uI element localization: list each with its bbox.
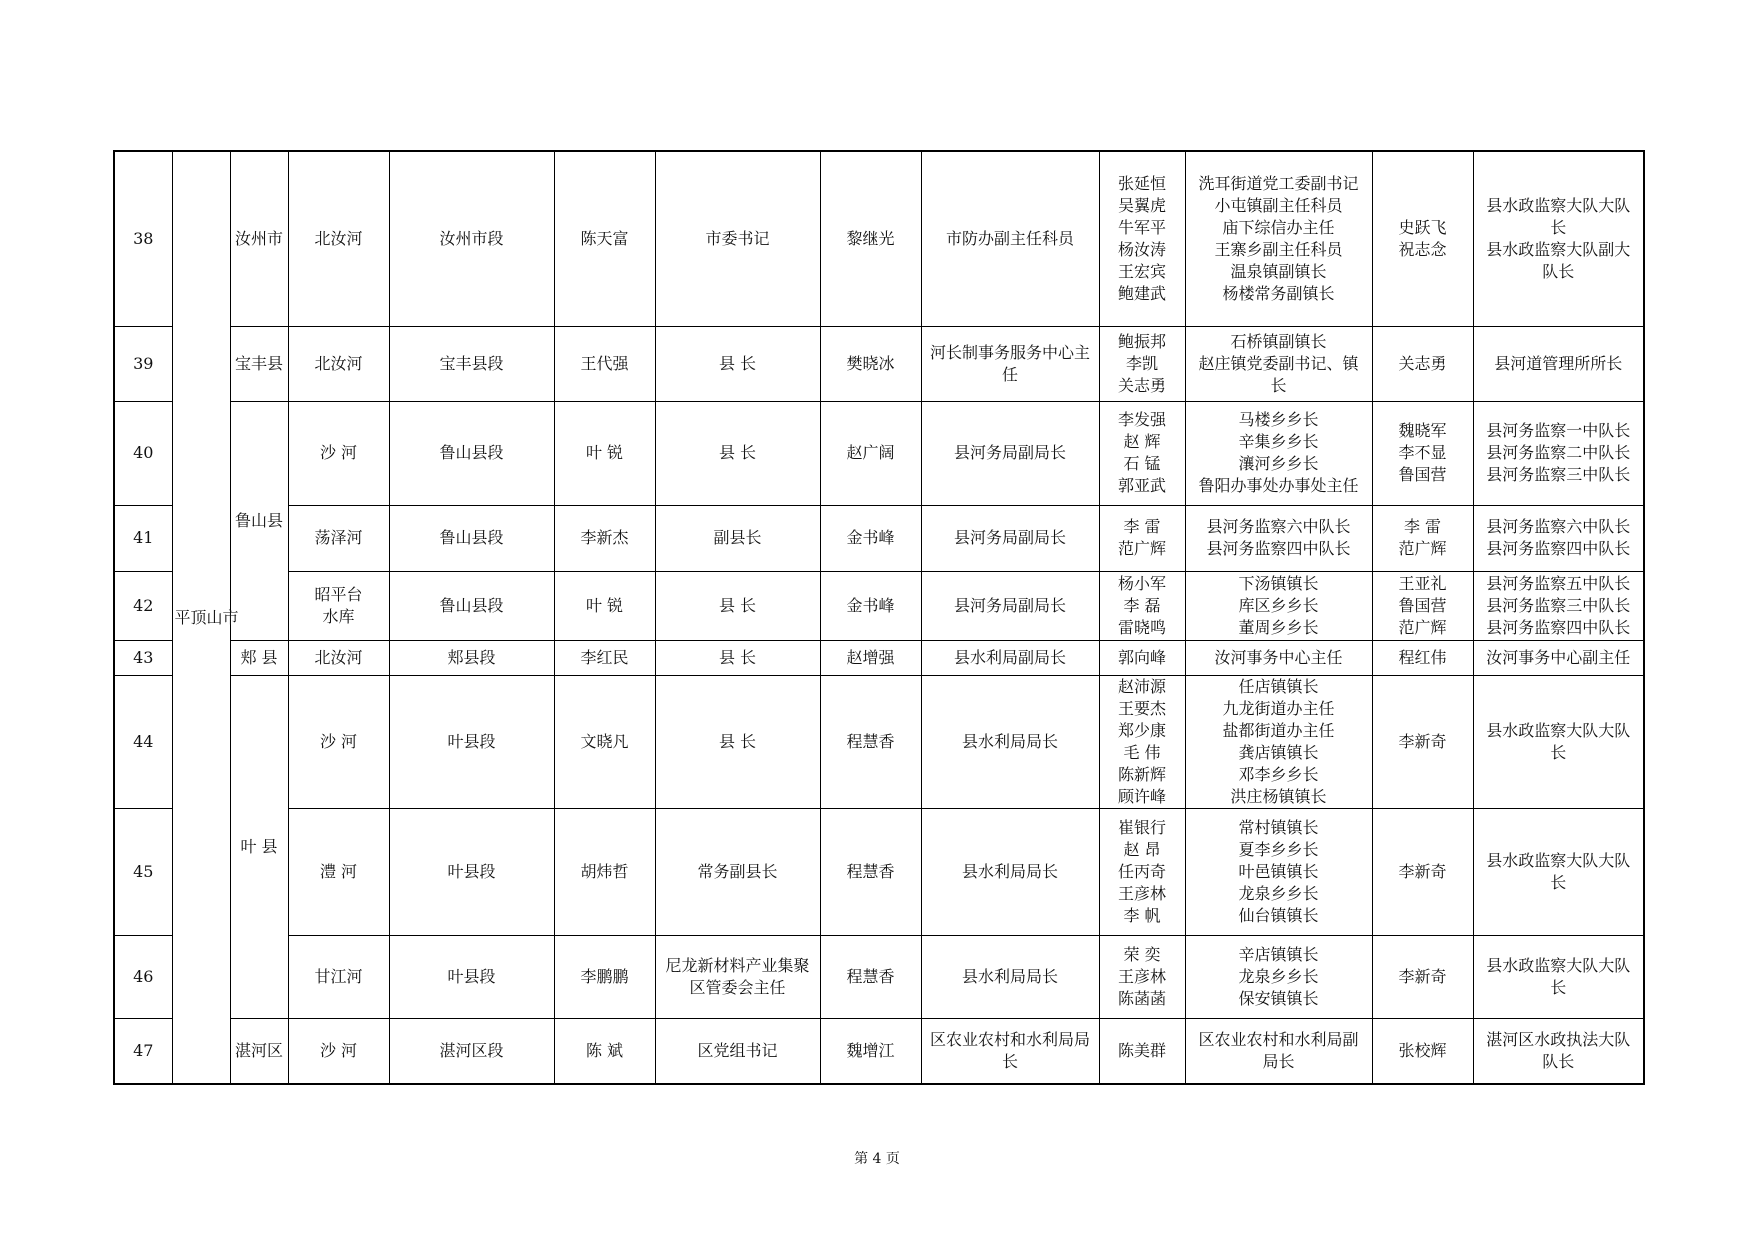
- segment-cell: 鲁山县段: [389, 401, 554, 505]
- inspector-titles: [1473, 808, 1644, 935]
- row-number: 42: [114, 571, 172, 640]
- title-line: 县河务监察四中队长: [1486, 617, 1631, 637]
- title-line: 下汤镇镇长: [1238, 573, 1319, 593]
- title-line: 河长制事务服务中心主: [929, 342, 1090, 362]
- title-line: 县水政监察大队大队: [1486, 850, 1631, 870]
- river-cell: 北汝河: [288, 326, 389, 401]
- title-line: 任店镇镇长: [1238, 676, 1319, 696]
- title-line: 龙泉乡乡长: [1238, 966, 1319, 986]
- city-cell: [172, 151, 239, 1084]
- river-cell: 沙 河: [288, 1018, 389, 1084]
- inspector-names: [1372, 505, 1473, 571]
- table-row: [114, 1018, 1644, 1084]
- town-chief-names: [1099, 151, 1185, 326]
- county-cell: 汝州市: [230, 151, 288, 326]
- deputy-cell: 金书峰: [820, 571, 921, 640]
- town-chief-names: [1099, 505, 1185, 571]
- title-line: 九龙街道办主任: [1222, 698, 1335, 718]
- name-line: 范广辉: [1398, 617, 1447, 637]
- title-line: 县河务监察一中队长: [1486, 421, 1631, 440]
- title-line: 石桥镇副镇长: [1230, 331, 1327, 351]
- segment-cell: 叶县段: [389, 808, 554, 935]
- segment-cell: 湛河区段: [389, 1018, 554, 1084]
- name-line: 鲁国营: [1398, 465, 1447, 484]
- inspector-titles: [1473, 675, 1644, 808]
- title-line: 董周乡乡长: [1238, 617, 1319, 637]
- title-line: 任: [1001, 364, 1018, 384]
- inspector-names: [1372, 151, 1473, 326]
- deputy-cell: 赵广阔: [820, 401, 921, 505]
- town-chief-names: [1099, 571, 1185, 640]
- title-line: 温泉镇副镇长: [1230, 261, 1327, 281]
- river-cell: 荡泽河: [288, 505, 389, 571]
- title-line: 区农业农村和水利局局: [929, 1029, 1090, 1049]
- chief-title-cell: 区党组书记: [655, 1018, 820, 1084]
- title-line: 长: [1270, 375, 1287, 395]
- name-line: 任丙奇: [1117, 861, 1166, 881]
- town-chief-titles: [1185, 808, 1372, 935]
- title-line: 县河务监察六中队长: [1486, 517, 1631, 536]
- title-line: 龙泉乡乡长: [1238, 883, 1319, 903]
- row-number: 46: [114, 935, 172, 1018]
- name-line: 陈菡菡: [1117, 988, 1166, 1008]
- name-line: 杨汝涛: [1117, 239, 1166, 259]
- name-line: 李发强: [1117, 410, 1166, 429]
- title-line: 县河务监察三中队长: [1486, 595, 1631, 615]
- inspector-names: [1372, 571, 1473, 640]
- name-line: 石 锰: [1123, 454, 1161, 473]
- title-line: 鲁阳办事处办事处主任: [1198, 476, 1359, 495]
- chief-cell: 李新杰: [554, 505, 655, 571]
- name-line: 赵沛源: [1117, 676, 1166, 696]
- town-chief-names: [1099, 808, 1185, 935]
- town-chief-titles: [1185, 571, 1372, 640]
- town-chief-titles: 汝河事务中心主任: [1185, 640, 1372, 675]
- title-line: 区管委会主任: [689, 977, 786, 997]
- deputy-title-cell: [921, 326, 1099, 401]
- segment-cell: 鲁山县段: [389, 505, 554, 571]
- segment-cell: 郏县段: [389, 640, 554, 675]
- title-line: 瀼河乡乡长: [1238, 454, 1319, 473]
- chief-cell: 王代强: [554, 326, 655, 401]
- chief-title-cell: 县 长: [655, 675, 820, 808]
- deputy-title-cell: 县水利局副局长: [921, 640, 1099, 675]
- title-line: 常村镇镇长: [1238, 817, 1319, 837]
- title-line: 县水政监察大队大队: [1486, 195, 1631, 215]
- deputy-title-cell: 县水利局局长: [921, 675, 1099, 808]
- name-line: 张延恒: [1117, 173, 1166, 193]
- table-row: [114, 505, 1644, 571]
- inspector-titles: [1473, 401, 1644, 505]
- county-cell: 鲁山县: [230, 401, 288, 640]
- title-line: 县水政监察大队大队: [1486, 720, 1631, 740]
- name-line: 鲍建武: [1117, 283, 1166, 303]
- inspector-titles: 县河道管理所所长: [1473, 326, 1644, 401]
- name-line: 李凯: [1125, 353, 1158, 373]
- title-line: 夏李乡乡长: [1238, 839, 1319, 859]
- river-cell: 北汝河: [288, 151, 389, 326]
- row-number: 38: [114, 151, 172, 326]
- deputy-cell: 黎继光: [820, 151, 921, 326]
- town-chief-titles: [1185, 1018, 1372, 1084]
- title-line: 长: [1550, 742, 1567, 762]
- deputy-title-cell: 市防办副主任科员: [921, 151, 1099, 326]
- river-cell: 沙 河: [288, 675, 389, 808]
- inspector-titles: [1473, 571, 1644, 640]
- chief-title-cell: 县 长: [655, 326, 820, 401]
- county-cell: 郏 县: [230, 640, 288, 675]
- chief-title-cell: 县 长: [655, 401, 820, 505]
- town-chief-names: 郭向峰: [1099, 640, 1185, 675]
- name-line: 赵 辉: [1123, 432, 1161, 451]
- deputy-title-cell: 县水利局局长: [921, 935, 1099, 1018]
- name-line: 李 磊: [1123, 595, 1161, 615]
- title-line: 马楼乡乡长: [1238, 410, 1319, 429]
- title-line: 洪庄杨镇镇长: [1230, 786, 1327, 806]
- deputy-cell: 程慧香: [820, 808, 921, 935]
- river-line: 水库: [322, 606, 355, 626]
- deputy-title-cell: 县河务局副局长: [921, 505, 1099, 571]
- deputy-cell: 程慧香: [820, 675, 921, 808]
- county-cell: 湛河区: [230, 1018, 288, 1084]
- title-line: 局长: [1262, 1051, 1295, 1071]
- town-chief-names: [1099, 326, 1185, 401]
- name-line: 吴翼虎: [1117, 195, 1166, 215]
- chief-cell: 李鹏鹏: [554, 935, 655, 1018]
- inspector-names: 关志勇: [1372, 326, 1473, 401]
- title-line: 县河务监察六中队长: [1206, 517, 1351, 536]
- town-chief-titles: [1185, 505, 1372, 571]
- title-line: 仙台镇镇长: [1238, 905, 1319, 925]
- table-row: [114, 808, 1644, 935]
- town-chief-names: [1099, 935, 1185, 1018]
- river-cell: 沙 河: [288, 401, 389, 505]
- page-number: 第 4 页: [854, 1151, 900, 1167]
- chief-title-cell: 市委书记: [655, 151, 820, 326]
- river-cell: [288, 571, 389, 640]
- table-row: [114, 571, 1644, 640]
- title-line: 长: [1550, 217, 1567, 237]
- inspector-names: 李新奇: [1372, 935, 1473, 1018]
- river-chief-table: [113, 150, 1645, 1085]
- row-number: 39: [114, 326, 172, 401]
- title-line: 长: [1550, 872, 1567, 892]
- title-line: 庙下综信办主任: [1222, 217, 1335, 237]
- title-line: 县河务监察五中队长: [1486, 573, 1631, 593]
- title-line: 盐都街道办主任: [1222, 720, 1335, 740]
- name-line: 李不显: [1398, 443, 1447, 462]
- title-line: 县水政监察大队大队: [1486, 955, 1631, 975]
- title-line: 龚店镇镇长: [1238, 742, 1319, 762]
- segment-cell: 叶县段: [389, 675, 554, 808]
- deputy-title-cell: [921, 1018, 1099, 1084]
- inspector-names: [1372, 401, 1473, 505]
- title-line: 队长: [1542, 1051, 1575, 1071]
- row-number: 43: [114, 640, 172, 675]
- river-cell: 澧 河: [288, 808, 389, 935]
- name-line: 崔银行: [1117, 817, 1166, 837]
- name-line: 王彦林: [1117, 966, 1166, 986]
- name-line: 李 雷: [1403, 517, 1442, 536]
- name-line: 顾许峰: [1117, 786, 1166, 806]
- title-line: 叶邑镇镇长: [1238, 861, 1319, 881]
- row-number: 45: [114, 808, 172, 935]
- title-line: 县水政监察大队副大: [1486, 239, 1631, 259]
- deputy-title-cell: 县河务局副局长: [921, 571, 1099, 640]
- name-line: 鲁国营: [1398, 595, 1447, 615]
- name-line: 赵 昂: [1123, 839, 1161, 859]
- name-line: 陈新辉: [1117, 764, 1166, 784]
- county-cell: 叶 县: [230, 675, 288, 1018]
- name-line: 鲍振邦: [1117, 331, 1166, 351]
- title-line: 县河务监察四中队长: [1206, 539, 1351, 558]
- title-line: 县河务监察三中队长: [1486, 465, 1631, 484]
- county-cell: 宝丰县: [230, 326, 288, 401]
- name-line: 李 雷: [1123, 517, 1161, 536]
- deputy-cell: 金书峰: [820, 505, 921, 571]
- title-line: 县河务监察二中队长: [1486, 443, 1631, 462]
- chief-cell: 叶 锐: [554, 571, 655, 640]
- town-chief-titles: [1185, 151, 1372, 326]
- river-cell: 甘江河: [288, 935, 389, 1018]
- city-name: 平顶山市: [174, 607, 239, 627]
- deputy-cell: 魏增江: [820, 1018, 921, 1084]
- name-line: 雷晓鸣: [1117, 617, 1166, 637]
- name-line: 范广辉: [1117, 539, 1166, 558]
- table-row: [114, 640, 1644, 675]
- chief-title-cell: 县 长: [655, 571, 820, 640]
- name-line: 王亚礼: [1398, 573, 1447, 593]
- title-line: 库区乡乡长: [1238, 595, 1319, 615]
- town-chief-names: [1099, 401, 1185, 505]
- name-line: 牛军平: [1117, 217, 1166, 237]
- town-chief-titles: [1185, 935, 1372, 1018]
- town-chief-titles: [1185, 675, 1372, 808]
- river-cell: 北汝河: [288, 640, 389, 675]
- name-line: 郑少康: [1117, 720, 1166, 740]
- inspector-names: 程红伟: [1372, 640, 1473, 675]
- deputy-cell: 程慧香: [820, 935, 921, 1018]
- row-number: 47: [114, 1018, 172, 1084]
- inspector-titles: 汝河事务中心副主任: [1473, 640, 1644, 675]
- title-line: 赵庄镇党委副书记、镇: [1198, 353, 1359, 373]
- name-line: 杨小军: [1117, 573, 1166, 593]
- segment-cell: 叶县段: [389, 935, 554, 1018]
- row-number: 44: [114, 675, 172, 808]
- segment-cell: 宝丰县段: [389, 326, 554, 401]
- table-row: [114, 401, 1644, 505]
- inspector-names: 李新奇: [1372, 808, 1473, 935]
- inspector-titles: [1473, 505, 1644, 571]
- segment-cell: 鲁山县段: [389, 571, 554, 640]
- inspector-titles: [1473, 935, 1644, 1018]
- segment-cell: 汝州市段: [389, 151, 554, 326]
- inspector-names: 李新奇: [1372, 675, 1473, 808]
- name-line: 魏晓军: [1398, 421, 1447, 440]
- title-line: 辛集乡乡长: [1238, 432, 1319, 451]
- name-line: 范广辉: [1398, 539, 1447, 558]
- river-line: 昭平台: [314, 584, 363, 604]
- inspector-titles: [1473, 1018, 1644, 1084]
- name-line: 王要杰: [1117, 698, 1166, 718]
- chief-cell: 陈 斌: [554, 1018, 655, 1084]
- chief-title-cell: [655, 935, 820, 1018]
- chief-cell: 文晓凡: [554, 675, 655, 808]
- title-line: 保安镇镇长: [1238, 988, 1319, 1008]
- chief-title-cell: 县 长: [655, 640, 820, 675]
- name-line: 毛 伟: [1123, 742, 1161, 762]
- name-line: 王宏宾: [1117, 261, 1166, 281]
- title-line: 洗耳街道党工委副书记: [1198, 173, 1359, 193]
- table-row: [114, 151, 1644, 326]
- chief-title-cell: 副县长: [655, 505, 820, 571]
- title-line: 辛店镇镇长: [1238, 944, 1319, 964]
- chief-cell: 陈天富: [554, 151, 655, 326]
- deputy-title-cell: 县水利局局长: [921, 808, 1099, 935]
- town-chief-titles: [1185, 326, 1372, 401]
- chief-title-cell: 常务副县长: [655, 808, 820, 935]
- title-line: 队长: [1542, 261, 1575, 281]
- name-line: 荣 奕: [1123, 944, 1161, 964]
- title-line: 长: [1550, 977, 1567, 997]
- title-line: 长: [1001, 1051, 1018, 1071]
- title-line: 小屯镇副主任科员: [1214, 195, 1343, 215]
- title-line: 杨楼常务副镇长: [1222, 283, 1335, 303]
- table-row: [114, 675, 1644, 808]
- inspector-titles: [1473, 151, 1644, 326]
- inspector-names: 张校辉: [1372, 1018, 1473, 1084]
- name-line: 关志勇: [1117, 375, 1166, 395]
- deputy-cell: 赵增强: [820, 640, 921, 675]
- table-row: [114, 326, 1644, 401]
- name-line: 祝志念: [1398, 239, 1447, 259]
- title-line: 尼龙新材料产业集聚: [665, 955, 810, 975]
- title-line: 县河务监察四中队长: [1486, 539, 1631, 558]
- chief-cell: 胡炜哲: [554, 808, 655, 935]
- title-line: 王寨乡副主任科员: [1214, 239, 1343, 259]
- name-line: 王彦林: [1117, 883, 1166, 903]
- title-line: 区农业农村和水利局副: [1198, 1029, 1359, 1049]
- town-chief-names: 陈美群: [1099, 1018, 1185, 1084]
- deputy-title-cell: 县河务局副局长: [921, 401, 1099, 505]
- name-line: 郭亚武: [1117, 476, 1166, 495]
- row-number: 41: [114, 505, 172, 571]
- name-line: 史跃飞: [1398, 217, 1447, 237]
- table-row: [114, 935, 1644, 1018]
- title-line: 邓李乡乡长: [1238, 764, 1319, 784]
- deputy-cell: 樊晓冰: [820, 326, 921, 401]
- row-number: 40: [114, 401, 172, 505]
- chief-cell: 李红民: [554, 640, 655, 675]
- town-chief-titles: [1185, 401, 1372, 505]
- town-chief-names: [1099, 675, 1185, 808]
- chief-cell: 叶 锐: [554, 401, 655, 505]
- title-line: 湛河区水政执法大队: [1486, 1029, 1631, 1049]
- name-line: 李 帆: [1123, 905, 1161, 925]
